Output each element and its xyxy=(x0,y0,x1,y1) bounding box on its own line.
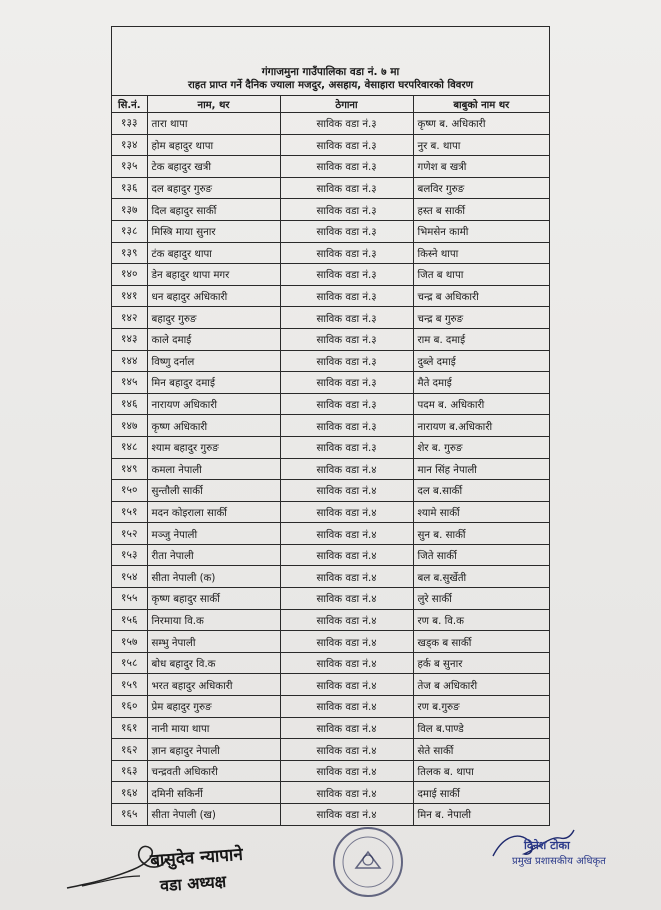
row-beneficiary-name: सीता नेपाली (क) xyxy=(147,566,280,588)
row-father-name: किस्ने थापा xyxy=(413,242,549,264)
row-serial-number: १६२ xyxy=(112,739,147,761)
row-serial-number: १४० xyxy=(112,264,147,286)
table-row xyxy=(112,782,549,804)
table-row xyxy=(112,674,549,696)
row-father-name: जित ब थापा xyxy=(413,264,549,286)
row-serial-number: १४२ xyxy=(112,307,147,329)
row-address: साविक वडा नं.४ xyxy=(280,760,413,782)
table-row xyxy=(112,113,549,135)
row-serial-number: १३३ xyxy=(112,113,147,135)
table-row xyxy=(112,696,549,718)
table-row xyxy=(112,307,549,329)
official-stamp-icon xyxy=(328,822,408,902)
row-father-name: दमाई सार्की xyxy=(413,782,549,804)
row-father-name: हर्क ब सुनार xyxy=(413,652,549,674)
row-father-name: नारायण ब.अधिकारी xyxy=(413,415,549,437)
table-row xyxy=(112,415,549,437)
row-father-name: चन्द्र ब अधिकारी xyxy=(413,285,549,307)
row-serial-number: १५६ xyxy=(112,609,147,631)
row-address: साविक वडा नं.४ xyxy=(280,544,413,566)
row-serial-number: १३४ xyxy=(112,134,147,156)
row-beneficiary-name: बहादुर गुरुङ xyxy=(147,307,280,329)
row-beneficiary-name: चन्द्रवती अधिकारी xyxy=(147,760,280,782)
row-address: साविक वडा नं.३ xyxy=(280,328,413,350)
row-beneficiary-name: सुन्तौली सार्की xyxy=(147,480,280,502)
row-address: साविक वडा नं.४ xyxy=(280,674,413,696)
relief-list-document xyxy=(111,26,550,826)
row-address: साविक वडा नं.४ xyxy=(280,717,413,739)
admin-officer-name: दिनेश टोका xyxy=(524,839,570,852)
row-address: साविक वडा नं.३ xyxy=(280,285,413,307)
row-beneficiary-name: टेक बहादुर खत्री xyxy=(147,156,280,178)
row-father-name: बल ब.सुर्खेती xyxy=(413,566,549,588)
row-beneficiary-name: विष्णु दर्नाल xyxy=(147,350,280,372)
row-father-name: श्यामे सार्की xyxy=(413,501,549,523)
row-serial-number: १३८ xyxy=(112,220,147,242)
row-serial-number: १५८ xyxy=(112,652,147,674)
row-father-name: रण ब. वि.क xyxy=(413,609,549,631)
header-serial: सि.नं. xyxy=(112,96,147,113)
row-address: साविक वडा नं.३ xyxy=(280,372,413,394)
row-serial-number: १४१ xyxy=(112,285,147,307)
table-row xyxy=(112,372,549,394)
row-address: साविक वडा नं.३ xyxy=(280,156,413,178)
row-beneficiary-name: सीता नेपाली (ख) xyxy=(147,804,280,826)
document-header xyxy=(112,27,549,96)
row-address: साविक वडा नं.४ xyxy=(280,566,413,588)
row-address: साविक वडा नं.३ xyxy=(280,415,413,437)
row-address: साविक वडा नं.४ xyxy=(280,696,413,718)
row-beneficiary-name: तारा थापा xyxy=(147,113,280,135)
row-address: साविक वडा नं.३ xyxy=(280,134,413,156)
row-serial-number: १४७ xyxy=(112,415,147,437)
row-father-name: मैते दमाई xyxy=(413,372,549,394)
row-father-name: सुन ब. सार्की xyxy=(413,523,549,545)
table-row xyxy=(112,544,549,566)
row-address: साविक वडा नं.३ xyxy=(280,307,413,329)
table-row xyxy=(112,523,549,545)
row-father-name: लुरे सार्की xyxy=(413,588,549,610)
row-serial-number: १४५ xyxy=(112,372,147,394)
row-father-name: दल ब.सार्की xyxy=(413,480,549,502)
row-beneficiary-name: टंक बहादुर थापा xyxy=(147,242,280,264)
row-beneficiary-name: श्याम बहादुर गुरुङ xyxy=(147,436,280,458)
row-father-name: राम ब. दमाई xyxy=(413,328,549,350)
row-beneficiary-name: मिन बहादुर दमाई xyxy=(147,372,280,394)
row-father-name: तिलक ब. थापा xyxy=(413,760,549,782)
row-address: साविक वडा नं.३ xyxy=(280,199,413,221)
row-serial-number: १६४ xyxy=(112,782,147,804)
table-row xyxy=(112,717,549,739)
table-row xyxy=(112,350,549,372)
row-serial-number: १४६ xyxy=(112,393,147,415)
row-serial-number: १५० xyxy=(112,480,147,502)
table-row xyxy=(112,436,549,458)
row-beneficiary-name: मिस्त्रि माया सुनार xyxy=(147,220,280,242)
row-father-name: रण ब.गुरुङ xyxy=(413,696,549,718)
document-subtitle: राहत प्राप्त गर्ने दैनिक ज्याला मजदुर, असहाय, वेसाहारा घरपरिवारको विवरण xyxy=(187,80,473,91)
row-serial-number: १४८ xyxy=(112,436,147,458)
row-serial-number: १३९ xyxy=(112,242,147,264)
row-serial-number: १६३ xyxy=(112,760,147,782)
table-row xyxy=(112,328,549,350)
row-father-name: चन्द्र ब गुरुङ xyxy=(413,307,549,329)
row-serial-number: १५१ xyxy=(112,501,147,523)
row-address: साविक वडा नं.४ xyxy=(280,804,413,826)
row-father-name: विल ब.पाण्डे xyxy=(413,717,549,739)
row-beneficiary-name: मदन कोइराला सार्की xyxy=(147,501,280,523)
table-row xyxy=(112,264,549,286)
table-body xyxy=(112,113,549,826)
table-row xyxy=(112,760,549,782)
table-row xyxy=(112,134,549,156)
row-address: साविक वडा नं.३ xyxy=(280,264,413,286)
row-beneficiary-name: सम्भु नेपाली xyxy=(147,631,280,653)
row-address: साविक वडा नं.४ xyxy=(280,739,413,761)
table-row xyxy=(112,501,549,523)
row-serial-number: १५५ xyxy=(112,588,147,610)
row-serial-number: १५३ xyxy=(112,544,147,566)
row-serial-number: १३६ xyxy=(112,177,147,199)
row-serial-number: १६५ xyxy=(112,804,147,826)
table-row xyxy=(112,480,549,502)
row-father-name: गणेश ब खत्री xyxy=(413,156,549,178)
row-address: साविक वडा नं.४ xyxy=(280,458,413,480)
row-address: साविक वडा नं.४ xyxy=(280,588,413,610)
row-address: साविक वडा नं.३ xyxy=(280,350,413,372)
row-serial-number: १५७ xyxy=(112,631,147,653)
row-beneficiary-name: दिल बहादुर सार्की xyxy=(147,199,280,221)
table-row xyxy=(112,588,549,610)
table-row xyxy=(112,220,549,242)
row-beneficiary-name: डेन बहादुर थापा मगर xyxy=(147,264,280,286)
row-address: साविक वडा नं.४ xyxy=(280,631,413,653)
row-address: साविक वडा नं.४ xyxy=(280,480,413,502)
row-beneficiary-name: मञ्जु नेपाली xyxy=(147,523,280,545)
row-beneficiary-name: रीता नेपाली xyxy=(147,544,280,566)
row-serial-number: १४३ xyxy=(112,328,147,350)
row-beneficiary-name: प्रेम बहादुर गुरुङ xyxy=(147,696,280,718)
row-beneficiary-name: दमिनी सकिर्नी xyxy=(147,782,280,804)
row-father-name: खड्क ब सार्की xyxy=(413,631,549,653)
header-name: नाम, थर xyxy=(147,96,280,113)
row-serial-number: १५४ xyxy=(112,566,147,588)
table-row xyxy=(112,458,549,480)
beneficiary-table xyxy=(112,96,549,826)
row-address: साविक वडा नं.३ xyxy=(280,113,413,135)
table-row xyxy=(112,156,549,178)
row-address: साविक वडा नं.३ xyxy=(280,220,413,242)
row-address: साविक वडा नं.४ xyxy=(280,782,413,804)
row-beneficiary-name: बोध बहादुर वि.क xyxy=(147,652,280,674)
row-father-name: सेते सार्की xyxy=(413,739,549,761)
row-beneficiary-name: होम बहादुर थापा xyxy=(147,134,280,156)
row-beneficiary-name: काले दमाई xyxy=(147,328,280,350)
header-father-name: बाबुको नाम थर xyxy=(413,96,549,113)
table-row xyxy=(112,631,549,653)
row-father-name: हस्त ब सार्की xyxy=(413,199,549,221)
row-serial-number: १३७ xyxy=(112,199,147,221)
table-row xyxy=(112,393,549,415)
row-address: साविक वडा नं.४ xyxy=(280,609,413,631)
ward-chair-name: बासुदेव न्यापाने xyxy=(149,844,244,872)
row-address: साविक वडा नं.३ xyxy=(280,242,413,264)
row-father-name: बलविर गुरुङ xyxy=(413,177,549,199)
row-father-name: शेर ब. गुरुङ xyxy=(413,436,549,458)
row-beneficiary-name: धन बहादुर अधिकारी xyxy=(147,285,280,307)
row-serial-number: १६० xyxy=(112,696,147,718)
row-father-name: पदम ब. अधिकारी xyxy=(413,393,549,415)
row-father-name: दुब्ले दमाई xyxy=(413,350,549,372)
row-address: साविक वडा नं.३ xyxy=(280,436,413,458)
table-row xyxy=(112,242,549,264)
table-row xyxy=(112,566,549,588)
row-beneficiary-name: नानी माया थापा xyxy=(147,717,280,739)
row-serial-number: १६१ xyxy=(112,717,147,739)
row-father-name: कृष्ण ब. अधिकारी xyxy=(413,113,549,135)
row-beneficiary-name: कृष्ण बहादुर सार्की xyxy=(147,588,280,610)
row-serial-number: १४४ xyxy=(112,350,147,372)
row-father-name: जिते सार्की xyxy=(413,544,549,566)
row-address: साविक वडा नं.४ xyxy=(280,652,413,674)
row-father-name: भिमसेन कामी xyxy=(413,220,549,242)
row-beneficiary-name: निरमाया वि.क xyxy=(147,609,280,631)
table-row xyxy=(112,177,549,199)
row-father-name: मिन ब. नेपाली xyxy=(413,804,549,826)
table-header-row xyxy=(112,96,549,113)
row-beneficiary-name: कमला नेपाली xyxy=(147,458,280,480)
row-beneficiary-name: दल बहादुर गुरुङ xyxy=(147,177,280,199)
row-serial-number: १३५ xyxy=(112,156,147,178)
row-serial-number: १५९ xyxy=(112,674,147,696)
row-serial-number: १४९ xyxy=(112,458,147,480)
row-serial-number: १५२ xyxy=(112,523,147,545)
header-address: ठेगाना xyxy=(280,96,413,113)
row-father-name: तेज ब अधिकारी xyxy=(413,674,549,696)
admin-officer-title: प्रमुख प्रशासकीय अधिकृत xyxy=(512,856,606,867)
row-beneficiary-name: कृष्ण अधिकारी xyxy=(147,415,280,437)
row-beneficiary-name: नारायण अधिकारी xyxy=(147,393,280,415)
table-row xyxy=(112,285,549,307)
table-row xyxy=(112,739,549,761)
row-address: साविक वडा नं.४ xyxy=(280,501,413,523)
row-father-name: मान सिंह नेपाली xyxy=(413,458,549,480)
table-row xyxy=(112,199,549,221)
row-beneficiary-name: ज्ञान बहादुर नेपाली xyxy=(147,739,280,761)
row-beneficiary-name: भरत बहादुर अधिकारी xyxy=(147,674,280,696)
row-father-name: नुर ब. थापा xyxy=(413,134,549,156)
row-address: साविक वडा नं.३ xyxy=(280,177,413,199)
row-address: साविक वडा नं.३ xyxy=(280,393,413,415)
table-row xyxy=(112,609,549,631)
document-title: गंगाजमुना गाउँपालिका वडा नं. ७ मा xyxy=(261,66,400,78)
row-address: साविक वडा नं.४ xyxy=(280,523,413,545)
ward-chair-title: वडा अध्यक्ष xyxy=(159,871,227,896)
table-row xyxy=(112,652,549,674)
